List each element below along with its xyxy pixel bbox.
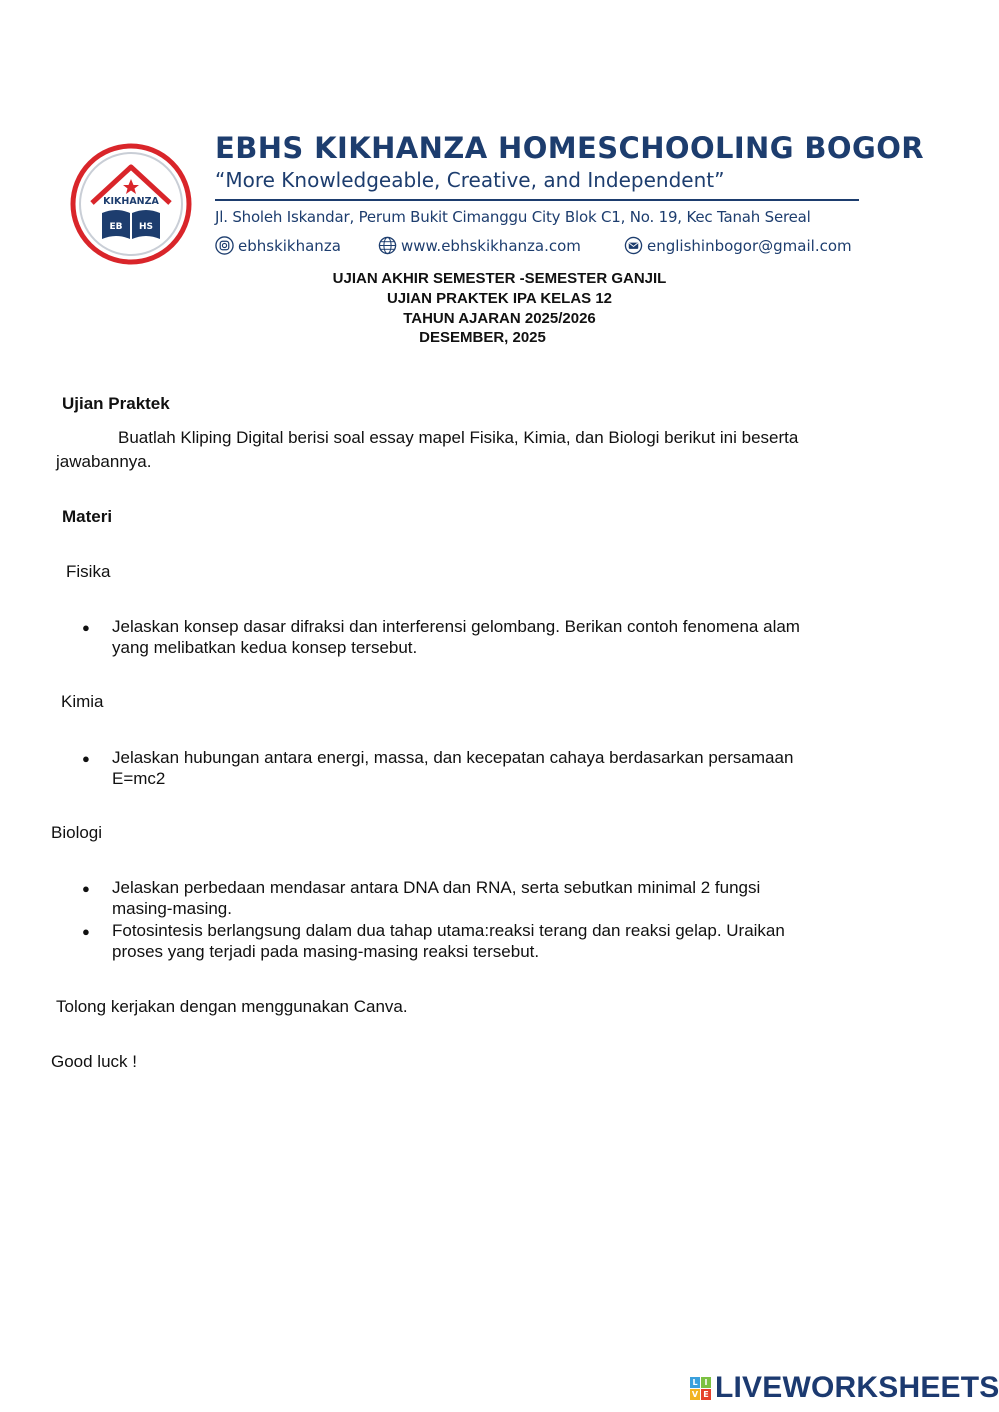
fisika-question-1-line-1: Jelaskan konsep dasar difraksi dan interferensi gelombang. Berikan contoh fenomena alam: [112, 617, 800, 636]
school-address: Jl. Sholeh Iskandar, Perum Bukit Cimanggu City Blok C1, No. 19, Kec Tanah Sereal: [215, 208, 811, 226]
subject-biologi: Biologi: [51, 823, 103, 842]
exam-title-line-4: DESEMBER, 2025: [419, 329, 546, 346]
liveworksheets-brand-text: LIVEWORKSHEETS: [715, 1371, 999, 1404]
school-motto: “More Knowledgeable, Creative, and Independent”: [215, 168, 725, 192]
logo-block-i: I: [701, 1377, 711, 1388]
instagram-icon: [215, 236, 234, 255]
bullet-icon: ●: [82, 751, 90, 766]
biologi-question-1-line-2: masing-masing.: [112, 899, 232, 918]
logo-block-l: L: [690, 1377, 700, 1388]
subject-fisika: Fisika: [66, 562, 111, 581]
liveworksheets-logo-icon: [690, 1377, 711, 1400]
exam-title-line-1: UJIAN AKHIR SEMESTER -SEMESTER GANJIL: [332, 270, 667, 287]
website-url[interactable]: www.ebhskikhanza.com: [401, 236, 581, 255]
bullet-icon: ●: [82, 881, 90, 896]
instagram-handle: ebhskikhanza: [238, 236, 341, 255]
logo-text: KIKHANZA: [103, 196, 159, 207]
exam-title-line-3: TAHUN AJARAN 2025/2026: [403, 310, 596, 327]
instruction-line-1: Buatlah Kliping Digital berisi soal essay mapel Fisika, Kimia, dan Biologi berikut ini beserta: [118, 428, 799, 447]
logo-right-text: HS: [138, 222, 154, 232]
biologi-question-2-line-2: proses yang terjadi pada masing-masing reaksi tersebut.: [112, 942, 540, 961]
instagram-contact: [215, 236, 341, 255]
logo-left-text: EB: [109, 222, 123, 232]
subject-kimia: Kimia: [61, 692, 104, 711]
email-address[interactable]: englishinbogor@gmail.com: [647, 236, 852, 255]
kimia-question-1-line-2: E=mc2: [112, 769, 166, 788]
mail-icon: [624, 236, 643, 255]
liveworksheets-watermark: [690, 1371, 999, 1405]
materi-title: Materi: [62, 507, 113, 526]
closing-text: Good luck !: [51, 1052, 137, 1071]
school-logo: [70, 143, 192, 265]
globe-icon: [378, 236, 397, 255]
bullet-icon: ●: [82, 924, 90, 939]
school-name: EBHS KIKHANZA HOMESCHOOLING BOGOR: [215, 131, 924, 165]
logo-block-e: E: [701, 1389, 711, 1400]
exam-title-line-2: UJIAN PRAKTEK IPA KELAS 12: [386, 290, 613, 307]
website-contact: [378, 236, 581, 255]
biologi-question-2-line-1: Fotosintesis berlangsung dalam dua tahap utama:reaksi terang dan reaksi gelap. Uraikan: [112, 921, 785, 940]
bullet-icon: ●: [82, 620, 90, 635]
email-contact: [624, 236, 852, 255]
logo-block-v: V: [691, 1389, 699, 1399]
fisika-question-1-line-2: yang melibatkan kedua konsep tersebut.: [112, 638, 418, 657]
biologi-question-1-line-1: Jelaskan perbedaan mendasar antara DNA dan RNA, serta sebutkan minimal 2 fungsi: [112, 878, 761, 897]
letterhead-divider: [215, 199, 859, 201]
closing-instruction: Tolong kerjakan dengan menggunakan Canva.: [56, 997, 408, 1016]
kimia-question-1-line-1: Jelaskan hubungan antara energi, massa, dan kecepatan cahaya berdasarkan persamaan: [112, 748, 794, 767]
section-title: Ujian Praktek: [62, 394, 170, 413]
instruction-line-2: jawabannya.: [56, 452, 152, 471]
